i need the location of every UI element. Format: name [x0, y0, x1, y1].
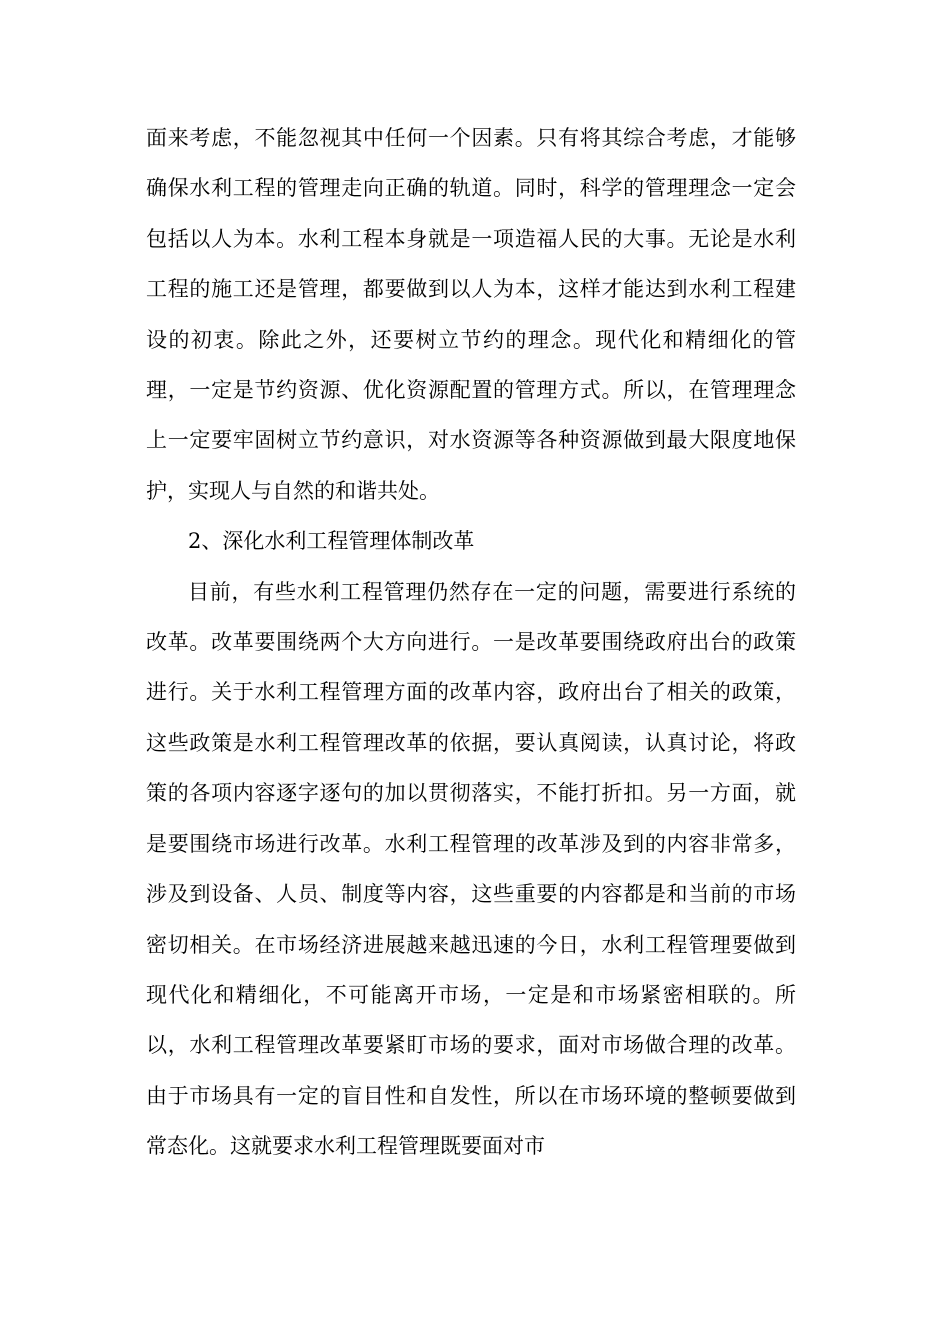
paragraph-body: 目前，有些水利工程管理仍然存在一定的问题，需要进行系统的改革。改革要围绕两个大方向进行。一是改革要围绕政府出台的政策进行。关于水利工程管理方面的改革内容，政府出台了相关的政策，这些政策是水利工程管理改革的依据，要认真阅读，认真讨论，将政策的各项内容逐字逐句的加以贯彻落实，不能打折扣。另一方面，就是要围绕市场进行改革。水利工程管理的改革涉及到的内容非常多，涉及到设备、人员、制度等内容，这些重要的内容都是和当前的市场密切相关。在市场经济进展越来越迅速的今日，水利工程管理要做到现代化和精细化，不可能离开市场，一定是和市场紧密相联的。所以，水利工程管理改革要紧盯市场的要求，面对市场做合理的改革。由于市场具有一定的盲目性和自发性，所以在市场环境的整顿要做到常态化。这就要求水利工程管理既要面对市: [146, 579, 796, 1159]
document-page: [146, 113, 796, 1172]
paragraph-continuation: 面来考虑，不能忽视其中任何一个因素。只有将其综合考虑，才能够确保水利工程的管理走向正确的轨道。同时，科学的管理理念一定会包括以人为本。水利工程本身就是一项造福人民的大事。无论是水利工程的施工还是管理，都要做到以人为本，这样才能达到水利工程建设的初衷。除此之外，还要树立节约的理念。现代化和精细化的管理，一定是节约资源、优化资源配置的管理方式。所以，在管理理念上一定要牢固树立节约意识，对水资源等各种资源做到最大限度地保护，实现人与自然的和谐共处。: [146, 126, 796, 503]
section-heading: 2、深化水利工程管理体制改革: [188, 529, 475, 554]
